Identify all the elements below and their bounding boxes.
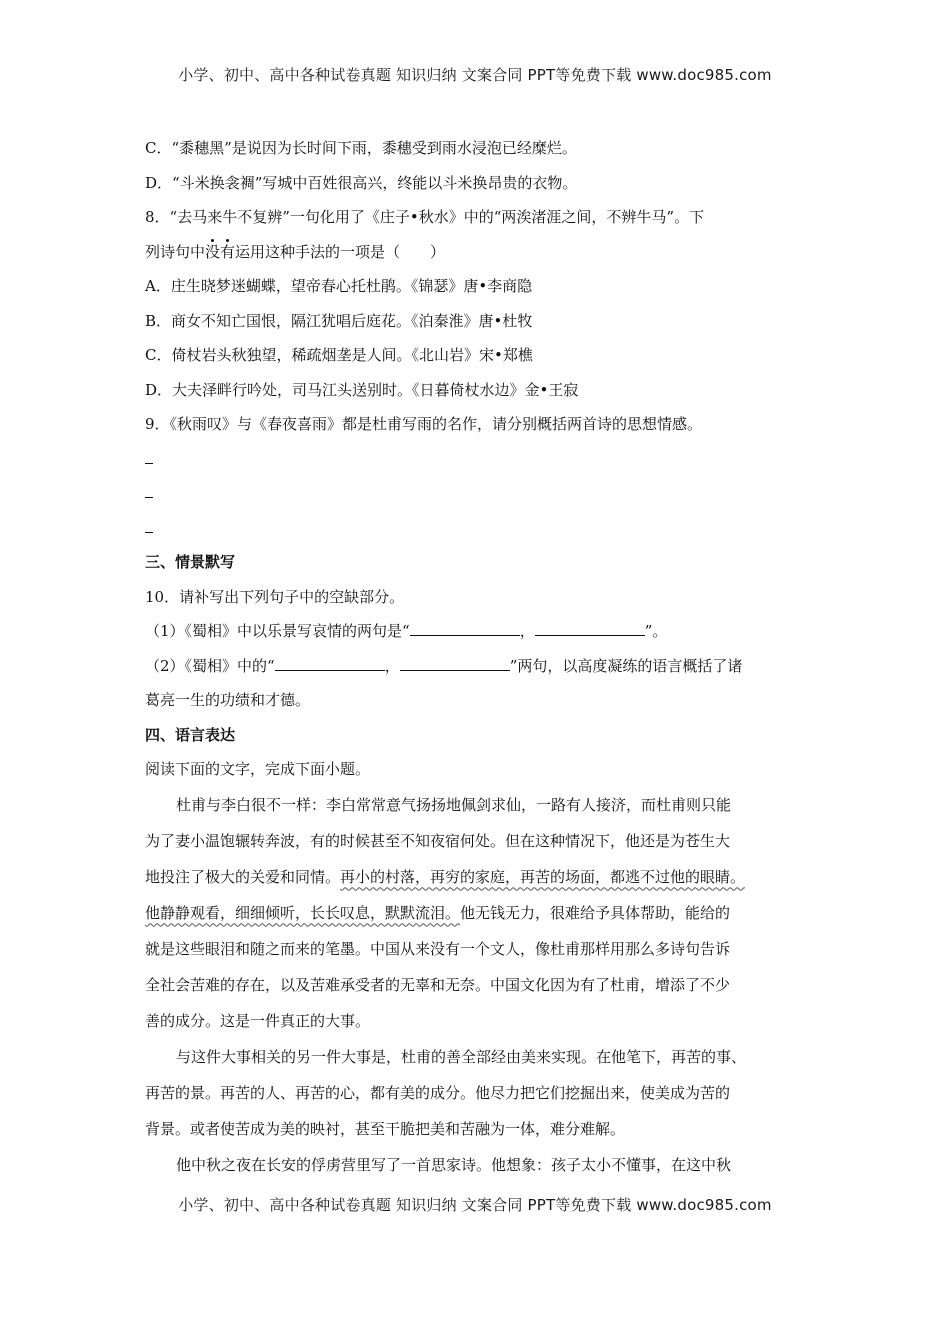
answer-line <box>145 483 810 518</box>
q8-option-b: B．商女不知亡国恨，隔江犹唱后庭花。《泊秦淮》唐•杜牧 <box>145 311 533 330</box>
section-4-title: 四、语言表达 <box>145 725 236 744</box>
q10-2-mid: ， <box>384 656 400 675</box>
q8-option-a: A．庄生晓梦迷蝴蝶，望帝春心托杜鹃。《锦瑟》唐•李商隐 <box>145 277 533 295</box>
passage-line: 就是这些眼泪和随之而来的笔墨。中国从来没有一个文人，像杜甫那样用那么多诗句告诉 <box>145 939 731 958</box>
fill-blank <box>535 621 645 636</box>
passage-line: 他中秋之夜在长安的俘虏营里写了一首思家诗。他想象：孩子太小不懂事，在这中秋 <box>176 1155 732 1174</box>
wavy-underlined-text: 他静静观看，细细倾听，长长叹息，默默流泪。 <box>145 903 461 922</box>
passage-line: 背景。或者使苦成为美的映衬，甚至干脆把美和苦融为一体，难分难解。 <box>145 1119 626 1138</box>
q10-1-post: ”。 <box>644 622 668 640</box>
passage-line: 为了妻小温饱辗转奔波，有的时候甚至不知夜宿何处。但在这种情况下，他还是为苍生大 <box>145 831 731 850</box>
q8-option-c: C．倚杖岩头秋独望，稀疏烟垄是人间。《北山岩》宋•郑樵 <box>145 346 533 364</box>
q7-option-d: D．“斗米换衾裯”写城中百姓很高兴，终能以斗米换昂贵的衣物。 <box>145 173 578 192</box>
fill-blank <box>400 656 510 671</box>
passage-text: 地投注了极大的关爱和同情。 <box>145 867 341 886</box>
q9-stem: 9．《秋雨叹》与《春夜喜雨》都是杜甫写雨的名作，请分别概括两首诗的思想情感。 <box>145 415 703 433</box>
emphasis-dot-char: 没 <box>205 242 221 261</box>
passage-line: 全社会苦难的存在，以及苦难承受者的无辜和无奈。中国文化因为有了杜甫，增添了不少 <box>145 975 731 994</box>
document-body <box>145 138 810 1190</box>
passage-text: 他无钱无力，很难给予具体帮助，能给的 <box>460 903 731 922</box>
passage-paragraph-3 <box>145 1154 810 1190</box>
q10-1-pre: （1）《蜀相》中以乐景写哀情的两句是“ <box>145 622 410 640</box>
page-footer: 小学、初中、高中各种试卷真题 知识归纳 文案合同 PPT等免费下载 www.doc985.com <box>178 1196 772 1214</box>
answer-line <box>145 449 810 484</box>
passage-line: 善的成分。这是一件真正的大事。 <box>145 1011 371 1030</box>
q8-option-d: D．大夫泽畔行吟处，司马江头送别时。《日暮倚杖水边》金•王寂 <box>145 380 579 399</box>
passage-paragraph-1 <box>145 794 810 1046</box>
answer-blank <box>145 485 153 498</box>
q10-part-2-cont: 葛亮一生的功绩和才德。 <box>145 691 311 709</box>
emphasis-dot-char: 有 <box>220 242 236 261</box>
passage-line <box>145 866 810 902</box>
answer-blank <box>145 451 153 464</box>
fill-blank <box>275 656 385 671</box>
page-header: 小学、初中、高中各种试卷真题 知识归纳 文案合同 PPT等免费下载 www.doc985.com <box>178 66 772 84</box>
q10-2-pre: （2）《蜀相》中的“ <box>145 656 275 675</box>
q10-part-2 <box>145 656 810 691</box>
q8-stem-pre: 列诗句中 <box>145 242 206 261</box>
passage-line: 与这件大事相关的另一件大事是，杜甫的善全部经由美来实现。在他笔下，再苦的事、 <box>176 1047 747 1066</box>
answer-line <box>145 518 810 553</box>
q8-stem-line-2 <box>145 242 810 277</box>
q8-stem-line-1: 8．“去马来牛不复辨”一句化用了《庄子•秋水》中的“两涘渚涯之间，不辨牛马”。下 <box>145 208 705 226</box>
passage-paragraph-2 <box>145 1046 810 1154</box>
answer-blank <box>145 520 153 533</box>
q7-option-c: C．“黍穗黑”是说因为长时间下雨，黍穗受到雨水浸泡已经糜烂。 <box>145 139 577 157</box>
q10-stem: 10．请补写出下列句子中的空缺部分。 <box>145 587 405 606</box>
wavy-underlined-text: 再小的村落，再穷的家庭，再苦的场面，都逃不过他的眼睛。 <box>340 867 746 886</box>
q10-2-post: ”两句，以高度凝练的语言概括了诸 <box>509 656 743 675</box>
passage-line: 再苦的景。再苦的人、再苦的心，都有美的成分。他尽力把它们挖掘出来，使美成为苦的 <box>145 1083 731 1102</box>
passage-line <box>145 902 810 938</box>
q10-part-1 <box>145 621 810 656</box>
section-4-intro: 阅读下面的文字，完成下面小题。 <box>145 760 371 778</box>
passage-line: 杜甫与李白很不一样：李白常常意气扬扬地佩剑求仙，一路有人接济，而杜甫则只能 <box>176 795 732 814</box>
fill-blank <box>410 621 520 636</box>
q10-1-mid: ， <box>519 622 535 640</box>
q8-stem-post: 运用这种手法的一项是（ ） <box>235 242 446 261</box>
section-3-title: 三、情景默写 <box>145 553 236 571</box>
